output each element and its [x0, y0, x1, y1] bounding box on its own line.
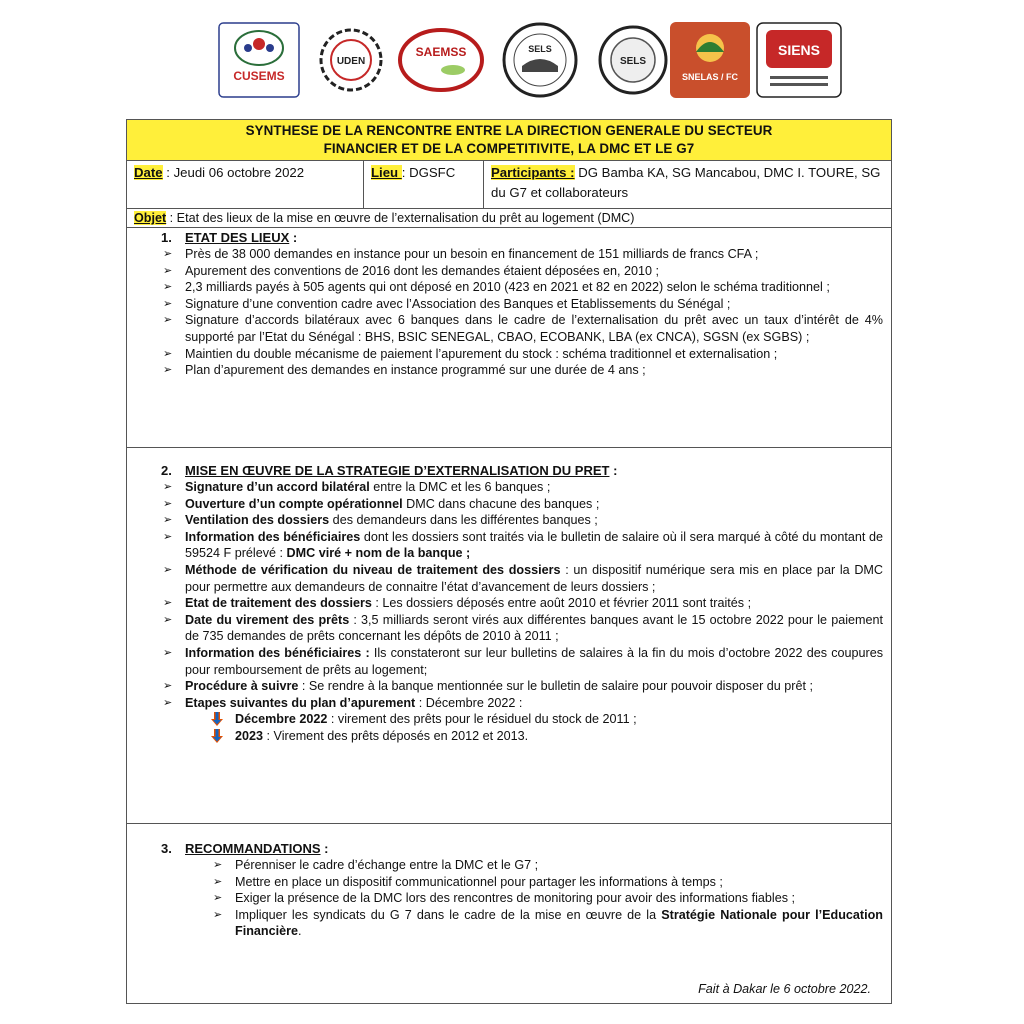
snelas-logo	[670, 22, 750, 98]
lieu-value: : DGSFC	[401, 165, 456, 180]
date-value: : Jeudi 06 octobre 2022	[162, 165, 305, 180]
section-number: 1.	[161, 230, 172, 245]
section-title: ETAT DES LIEUX	[185, 230, 290, 245]
list-item	[163, 695, 883, 712]
list-item-text: 2,3 milliards payés à 505 agents qui ont déposé en 2010 (423 en 2021 et 82 en 2022) selon le schéma traditionnel ;	[185, 280, 830, 295]
list-item-text: Apurement des conventions de 2016 dont les demandes étaient déposées en, 2010 ;	[185, 263, 660, 278]
arrow-bullet-icon: ➢	[163, 514, 173, 527]
sub-item-bold: 2023	[235, 728, 264, 743]
section-number: 3.	[161, 841, 172, 856]
closing-signature: Fait à Dakar le 6 octobre 2022.	[698, 982, 871, 996]
list-item	[163, 312, 883, 345]
list-item	[163, 362, 883, 379]
list-item	[213, 857, 883, 874]
section-heading	[127, 229, 891, 246]
arrow-bullet-icon: ➢	[163, 347, 173, 360]
arrow-bullet-icon: ➢	[163, 646, 173, 659]
saemss-logo	[398, 22, 484, 98]
arrow-bullet-icon: ➢	[213, 892, 223, 905]
logo-text: SNELAS / FC	[681, 72, 739, 82]
list-item-text: des demandeurs dans les différentes banques ;	[329, 513, 598, 528]
arrow-bullet-icon: ➢	[163, 530, 173, 543]
list-item-text: Pérenniser le cadre d’échange entre la DMC et le G7 ;	[235, 858, 539, 872]
sub-item-text: : Virement des prêts déposés en 2012 et 2013.	[263, 728, 529, 743]
list-item-text: : Se rendre à la banque mentionnée sur le bulletin de salaire pour pouvoir disposer du prêt ;	[298, 679, 813, 694]
sels-logo-1	[498, 22, 582, 98]
down-arrow-icon	[211, 729, 223, 743]
list-item	[163, 512, 883, 529]
sub-item-text: : virement des prêts pour le résiduel du stock de 2011 ;	[327, 712, 637, 727]
list-item-text: Plan d’apurement des demandes en instance programmé sur une durée de 4 ans ;	[185, 363, 646, 378]
list-item-bold: Ouverture d’un compte opérationnel	[185, 496, 403, 511]
list-item	[163, 529, 883, 562]
lieu-label: Lieu	[371, 165, 402, 180]
arrow-bullet-icon: ➢	[163, 314, 173, 327]
list-item-text: Près de 38 000 demandes en instance pour un besoin en financement de 151 milliards de francs CFA ;	[185, 247, 759, 261]
logo-text: SELS	[528, 44, 552, 54]
list-item	[163, 595, 883, 612]
objet-row	[127, 209, 891, 228]
list-item-text: entre la DMC et les 6 banques ;	[369, 480, 551, 494]
section-title: RECOMMANDATIONS	[185, 841, 321, 856]
logo-text: SIENS	[777, 42, 821, 58]
list-item-text: : un dispositif numérique sera mis en place par la DMC pour permettre aux demandeurs de connaitre l’état d’avancement de leurs dossiers ;	[185, 562, 883, 594]
list-item-text: Signature d’une convention cadre avec l’Association des Banques et Etablissements du Sénégal ;	[185, 296, 731, 311]
list-item-text: DMC dans chacune des banques ;	[402, 496, 600, 511]
arrow-bullet-icon: ➢	[213, 859, 223, 871]
title-line-2: FINANCIER ET DE LA COMPETITIVITE, LA DMC ET LE G7	[323, 141, 695, 156]
participants-cell	[484, 161, 891, 208]
list-item	[163, 296, 883, 313]
date-cell	[127, 161, 364, 208]
arrow-bullet-icon: ➢	[163, 613, 173, 626]
logo-text: SELS	[619, 56, 647, 67]
list-item	[163, 496, 883, 513]
list-item-bold: Information des bénéficiaires	[185, 529, 361, 544]
section-heading	[127, 462, 891, 479]
participants-value: DG Bamba KA, SG Mancabou, DMC I. TOURE, SG du G7 et collaborateurs	[491, 165, 881, 200]
list-item-text: : 3,5 milliards seront virés aux différentes banques avant le 15 octobre 2022 pour le paiement de 735 demandes de prêts concernant les dépôts de 2010 à 2011 ;	[185, 612, 884, 644]
list-item-bold-end: DMC viré + nom de la banque ;	[286, 546, 471, 561]
list-item-text: : Les dossiers déposés entre août 2010 et février 2011 sont traités ;	[371, 596, 752, 611]
document-frame	[126, 119, 892, 1004]
list-item-text: Ils constateront sur leur bulletins de salaires à la fin du mois d’octobre 2022 des coupures pour remboursement de prêts au logement;	[185, 645, 884, 677]
list-item-bold: Procédure à suivre	[185, 679, 299, 694]
arrow-bullet-icon: ➢	[163, 281, 173, 294]
list-item	[163, 612, 884, 645]
logo-text: SAEMSS	[415, 45, 467, 59]
date-label: Date	[134, 165, 163, 180]
section-mise-en-oeuvre	[127, 448, 891, 824]
down-arrow-icon	[211, 712, 223, 726]
logo-text: CUSEMS	[233, 69, 285, 83]
list-item-text: Exiger la présence de la DMC lors des rencontres de monitoring pour avoir des informations fiables ;	[235, 891, 795, 906]
arrow-bullet-icon: ➢	[213, 875, 223, 888]
list-item	[163, 678, 883, 695]
sels-logo-2	[596, 22, 670, 98]
section-number: 2.	[161, 463, 172, 478]
list-item-text: Maintien du double mécanisme de paiement l’apurement du stock : schéma traditionnel et externalisation ;	[185, 346, 778, 361]
cusems-logo	[218, 22, 300, 98]
etat-list	[127, 246, 891, 379]
apurement-sublist	[127, 711, 891, 744]
list-item	[213, 874, 883, 891]
logo-text: UDEN	[336, 56, 366, 67]
list-item	[213, 890, 883, 907]
document-title	[127, 120, 891, 161]
arrow-bullet-icon: ➢	[163, 696, 173, 709]
logo-bar	[210, 18, 850, 104]
list-item-text-end: .	[298, 924, 302, 939]
arrow-bullet-icon: ➢	[163, 248, 173, 260]
title-line-1: SYNTHESE DE LA RENCONTRE ENTRE LA DIRECTION GENERALE DU SECTEUR	[245, 123, 773, 138]
sub-list-item	[235, 728, 891, 745]
arrow-bullet-icon: ➢	[163, 481, 173, 493]
siens-logo	[756, 22, 842, 98]
list-item	[163, 645, 884, 678]
section-title-suffix: :	[320, 841, 329, 856]
list-item	[163, 479, 883, 496]
list-item-bold: Stratégie Nationale pour l’Education Financière	[235, 907, 883, 939]
arrow-bullet-icon: ➢	[213, 908, 223, 921]
section-title-suffix: :	[609, 463, 618, 478]
lieu-cell	[364, 161, 484, 208]
list-item	[163, 279, 883, 296]
list-item	[163, 246, 883, 263]
section-recommandations	[127, 824, 891, 1004]
arrow-bullet-icon: ➢	[163, 597, 173, 610]
list-item-bold: Méthode de vérification du niveau de traitement des dossiers	[185, 562, 561, 577]
list-item-text: Signature d’accords bilatéraux avec 6 banques dans le cadre de l’externalisation du prêt avec un taux d’intérêt de 4% supporté par l’Etat du Sénégal : BHS, BSIC SENEGAL, CBAO, ECOBANK, LBA (ex CNCA), SGSN (ex SGBS) ;	[185, 313, 883, 344]
objet-label: Objet	[134, 211, 167, 225]
strategie-list	[127, 479, 891, 711]
arrow-bullet-icon: ➢	[163, 297, 173, 310]
arrow-bullet-icon: ➢	[163, 563, 173, 576]
arrow-bullet-icon: ➢	[163, 497, 173, 510]
list-item	[213, 907, 883, 940]
section-title: MISE EN ŒUVRE DE LA STRATEGIE D’EXTERNALISATION DU PRET	[185, 463, 610, 478]
list-item-bold: Etat de traitement des dossiers	[185, 596, 372, 611]
meta-row	[127, 161, 891, 209]
list-item	[163, 346, 883, 363]
uden-logo	[318, 22, 384, 98]
list-item	[163, 562, 883, 595]
section-etat-des-lieux	[127, 228, 891, 448]
objet-value: : Etat des lieux de la mise en œuvre de l’externalisation du prêt au logement (DMC)	[166, 211, 635, 225]
list-item-text: Impliquer les syndicats du G 7 dans le cadre de la mise en œuvre de la	[235, 907, 662, 922]
list-item-bold: Ventilation des dossiers	[185, 513, 330, 528]
sub-item-bold: Décembre 2022	[235, 712, 328, 727]
list-item-text: : Décembre 2022 :	[415, 695, 523, 710]
list-item-bold: Information des bénéficiaires :	[185, 645, 370, 660]
participants-label: Participants :	[491, 165, 575, 180]
section-title-suffix: :	[289, 230, 298, 245]
section-heading	[127, 840, 891, 857]
arrow-bullet-icon: ➢	[163, 364, 173, 377]
list-item-bold: Signature d’un accord bilatéral	[185, 480, 370, 494]
list-item	[163, 263, 883, 280]
list-item-text: dont les dossiers sont traités via le bulletin de salaire où il sera marqué à côté du montant de 59524 F prélevé :	[185, 529, 883, 561]
arrow-bullet-icon: ➢	[163, 680, 173, 693]
list-item-text: Mettre en place un dispositif communicationnel pour partager les informations à temps ;	[235, 874, 723, 889]
list-item-bold: Date du virement des prêts	[185, 612, 350, 627]
arrow-bullet-icon: ➢	[163, 264, 173, 277]
sub-list-item	[235, 711, 891, 728]
list-item-bold: Etapes suivantes du plan d’apurement	[185, 695, 416, 710]
recommandations-list	[127, 857, 891, 940]
